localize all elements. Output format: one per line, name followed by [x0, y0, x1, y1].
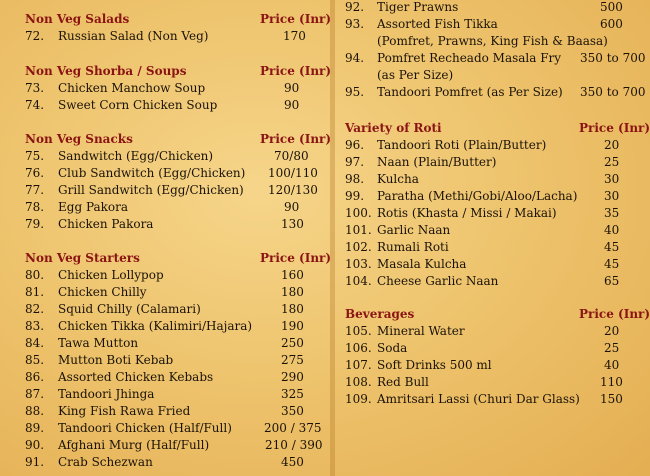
- item-price: 90: [284, 81, 300, 95]
- item-number: 105.: [345, 324, 372, 338]
- item-price: 65: [604, 274, 620, 288]
- menu-item: [335, 340, 650, 357]
- item-number: 89.: [25, 421, 45, 435]
- item-name: Paratha (Methi/Gobi/Aloo/Lacha): [377, 189, 578, 203]
- item-number: 74.: [25, 98, 45, 112]
- item-price: 70/80: [274, 149, 309, 163]
- item-name: Tandoori Pomfret (as Per Size): [377, 85, 563, 99]
- menu-item: [0, 301, 330, 318]
- menu-item: [335, 16, 650, 33]
- section-variety-of-roti: [335, 120, 650, 290]
- price-header: Price (Inr): [579, 121, 650, 135]
- item-price: 20: [604, 324, 620, 338]
- menu-item: [335, 273, 650, 290]
- item-price: 25: [604, 341, 620, 355]
- item-number: 95.: [345, 85, 365, 99]
- item-name: Mutton Boti Kebab: [58, 353, 174, 367]
- menu-item: [0, 420, 330, 437]
- item-price: 500: [600, 0, 623, 14]
- menu-item: [335, 323, 650, 340]
- item-price: 35: [604, 206, 620, 220]
- item-name: Sweet Corn Chicken Soup: [58, 98, 218, 112]
- menu-item: [0, 335, 330, 352]
- item-name: Club Sandwitch (Egg/Chicken): [58, 166, 246, 180]
- menu-item: [0, 318, 330, 335]
- menu-item-note: [335, 33, 650, 50]
- item-name: Tandoori Chicken (Half/Full): [58, 421, 232, 435]
- menu-item-note: [335, 67, 650, 84]
- item-name: King Fish Rawa Fried: [58, 404, 191, 418]
- item-number: 103.: [345, 257, 372, 271]
- item-number: 96.: [345, 138, 365, 152]
- item-name: Pomfret Recheado Masala Fry: [377, 51, 562, 65]
- item-number: 108.: [345, 375, 372, 389]
- price-header: Price (Inr): [579, 307, 650, 321]
- menu-item: [335, 391, 650, 408]
- item-price: 20: [604, 138, 620, 152]
- item-price: 350: [281, 404, 304, 418]
- item-price: 45: [604, 240, 620, 254]
- item-number: 99.: [345, 189, 365, 203]
- item-price: 190: [281, 319, 304, 333]
- price-header: Price (Inr): [260, 12, 332, 26]
- menu-item: [0, 182, 330, 199]
- item-price: 600: [600, 17, 623, 31]
- item-number: 72.: [25, 29, 45, 43]
- section-title: Beverages: [345, 307, 415, 321]
- item-name: Garlic Naan: [377, 223, 451, 237]
- item-number: 101.: [345, 223, 372, 237]
- menu-item: [335, 84, 650, 101]
- item-price: 325: [281, 387, 304, 401]
- item-price: 90: [284, 98, 300, 112]
- menu-item: [335, 222, 650, 239]
- item-name: Tandoori Jhinga: [58, 387, 155, 401]
- item-price: 40: [604, 358, 620, 372]
- section-header: [0, 250, 330, 267]
- section-non-veg-snacks: [0, 131, 330, 233]
- item-price: 100/110: [268, 166, 318, 180]
- item-number: 88.: [25, 404, 45, 418]
- item-name: Chicken Lollypop: [58, 268, 164, 282]
- menu-item: [335, 188, 650, 205]
- item-number: 109.: [345, 392, 372, 406]
- item-name: Assorted Chicken Kebabs: [58, 370, 214, 384]
- section-header: [0, 11, 330, 28]
- item-price: 150: [600, 392, 623, 406]
- menu-item: [0, 284, 330, 301]
- item-number: 81.: [25, 285, 45, 299]
- item-name: Chicken Chilly: [58, 285, 147, 299]
- item-number: 106.: [345, 341, 372, 355]
- price-header: Price (Inr): [260, 132, 332, 146]
- item-number: 91.: [25, 455, 45, 469]
- item-name: Chicken Tikka (Kalimiri/Hajara): [58, 319, 253, 333]
- item-price: 350 to 700: [580, 51, 646, 65]
- section-title: Non Veg Salads: [25, 12, 130, 26]
- item-number: 97.: [345, 155, 365, 169]
- item-name: Rumali Roti: [377, 240, 449, 254]
- menu-item: [0, 148, 330, 165]
- item-number: 90.: [25, 438, 45, 452]
- menu-item: [335, 0, 650, 16]
- item-note: (as Per Size): [377, 68, 454, 82]
- item-price: 350 to 700: [580, 85, 646, 99]
- item-name: Amritsari Lassi (Churi Dar Glass): [377, 392, 580, 406]
- item-price: 450: [281, 455, 304, 469]
- menu-item: [335, 374, 650, 391]
- menu-item: [0, 216, 330, 233]
- item-name: Afghani Murg (Half/Full): [58, 438, 210, 452]
- item-price: 45: [604, 257, 620, 271]
- item-name: Assorted Fish Tikka: [377, 17, 498, 31]
- menu-item: [335, 154, 650, 171]
- item-number: 73.: [25, 81, 45, 95]
- menu-item: [0, 267, 330, 284]
- item-price: 160: [281, 268, 304, 282]
- item-price: 170: [283, 29, 306, 43]
- item-name: Soda: [377, 341, 408, 355]
- price-header: Price (Inr): [260, 64, 332, 78]
- item-number: 75.: [25, 149, 45, 163]
- menu-item: [335, 239, 650, 256]
- item-number: 84.: [25, 336, 45, 350]
- item-name: Naan (Plain/Butter): [377, 155, 497, 169]
- menu-item: [0, 454, 330, 471]
- item-name: Egg Pakora: [58, 200, 129, 214]
- menu-item: [0, 80, 330, 97]
- menu-item: [0, 386, 330, 403]
- item-name: Masala Kulcha: [377, 257, 467, 271]
- item-number: 98.: [345, 172, 365, 186]
- menu-item: [335, 137, 650, 154]
- menu-item: [0, 97, 330, 114]
- section-header: [335, 306, 650, 323]
- item-price: 90: [284, 200, 300, 214]
- item-number: 100.: [345, 206, 372, 220]
- item-name: Tiger Prawns: [377, 0, 459, 14]
- item-name: Soft Drinks 500 ml: [377, 358, 492, 372]
- menu-item: [0, 352, 330, 369]
- section-non-veg-salads: [0, 11, 330, 45]
- item-number: 85.: [25, 353, 45, 367]
- section-title: Non Veg Starters: [25, 251, 140, 265]
- item-price: 30: [604, 189, 620, 203]
- item-number: 93.: [345, 17, 365, 31]
- item-number: 77.: [25, 183, 45, 197]
- item-price: 40: [604, 223, 620, 237]
- menu-item: [0, 199, 330, 216]
- section-beverages: [335, 306, 650, 408]
- price-header: Price (Inr): [260, 251, 332, 265]
- menu-item: [0, 165, 330, 182]
- item-name: Crab Schezwan: [58, 455, 153, 469]
- item-note: (Pomfret, Prawns, King Fish & Baasa): [377, 34, 608, 48]
- item-price: 130: [281, 217, 304, 231]
- menu-item: [335, 171, 650, 188]
- section-header: [0, 63, 330, 80]
- section-title: Non Veg Snacks: [25, 132, 133, 146]
- item-number: 87.: [25, 387, 45, 401]
- item-price: 290: [281, 370, 304, 384]
- item-name: Squid Chilly (Calamari): [58, 302, 201, 316]
- item-name: Russian Salad (Non Veg): [58, 29, 209, 43]
- item-price: 30: [604, 172, 620, 186]
- menu-item: [0, 28, 330, 45]
- section-header: [335, 120, 650, 137]
- item-number: 80.: [25, 268, 45, 282]
- item-number: 78.: [25, 200, 45, 214]
- menu-item: [0, 437, 330, 454]
- item-price: 25: [604, 155, 620, 169]
- item-price: 200 / 375: [264, 421, 322, 435]
- item-name: Tawa Mutton: [58, 336, 139, 350]
- item-number: 76.: [25, 166, 45, 180]
- item-number: 94.: [345, 51, 365, 65]
- menu-item: [0, 403, 330, 420]
- menu-item: [335, 205, 650, 222]
- menu-item: [0, 369, 330, 386]
- item-number: 104.: [345, 274, 372, 288]
- item-name: Chicken Manchow Soup: [58, 81, 206, 95]
- item-price: 180: [281, 285, 304, 299]
- menu-item: [335, 256, 650, 273]
- item-name: Cheese Garlic Naan: [377, 274, 499, 288]
- item-number: 102.: [345, 240, 372, 254]
- item-name: Chicken Pakora: [58, 217, 154, 231]
- item-number: 86.: [25, 370, 45, 384]
- section-header: [0, 131, 330, 148]
- section-non-veg-starters: [0, 250, 330, 471]
- item-price: 210 / 390: [265, 438, 323, 452]
- menu-item: [335, 357, 650, 374]
- item-price: 120/130: [268, 183, 318, 197]
- item-name: Kulcha: [377, 172, 419, 186]
- item-number: 82.: [25, 302, 45, 316]
- section-title: Non Veg Shorba / Soups: [25, 64, 187, 78]
- item-name: Rotis (Khasta / Missi / Makai): [377, 206, 557, 220]
- item-price: 180: [281, 302, 304, 316]
- item-name: Sandwitch (Egg/Chicken): [58, 149, 214, 163]
- seafood-continued: [335, 0, 650, 101]
- item-name: Red Bull: [377, 375, 429, 389]
- section-title: Variety of Roti: [345, 121, 442, 135]
- item-price: 250: [281, 336, 304, 350]
- item-number: 83.: [25, 319, 45, 333]
- item-number: 107.: [345, 358, 372, 372]
- menu-item: [335, 50, 650, 67]
- item-name: Mineral Water: [377, 324, 465, 338]
- item-number: 92.: [345, 0, 365, 14]
- item-name: Tandoori Roti (Plain/Butter): [377, 138, 547, 152]
- item-price: 275: [281, 353, 304, 367]
- item-price: 110: [600, 375, 623, 389]
- item-number: 79.: [25, 217, 45, 231]
- item-name: Grill Sandwitch (Egg/Chicken): [58, 183, 244, 197]
- section-non-veg-soups: [0, 63, 330, 114]
